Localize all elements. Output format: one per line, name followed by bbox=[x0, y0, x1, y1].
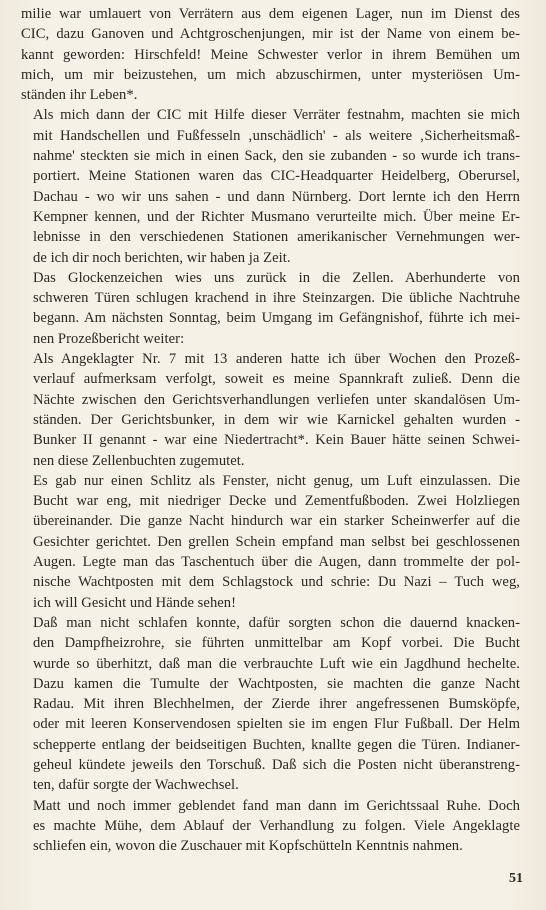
text-line: Als mich dann der CIC mit Hilfe dieser Verräter festnahm, machten sie mich bbox=[33, 107, 520, 124]
paragraph bbox=[21, 613, 520, 796]
text-line: schepperte entlang der beidseitigen Buchten, knallte gegen die Türen. Indianer- bbox=[33, 736, 520, 753]
text-line: kannt geworden: Hirschfeld! Meine Schwester verlor in ihrem Bemühen um bbox=[21, 46, 520, 63]
text-line: nen Prozeßbericht weiter: bbox=[33, 330, 185, 347]
text-line: Nächte zwischen den Gerichtsverhandlungen verliefen unter skandalösen Um- bbox=[33, 391, 520, 408]
text-line: portiert. Meine Stationen waren das CIC-Headquarter Heidelberg, Oberursel, bbox=[33, 168, 520, 185]
text-line: de ich dir noch berichten, wir haben ja Zeit. bbox=[33, 249, 291, 266]
text-line: mich, um mir beizustehen, um mich abzuschirmen, unter mysteriösen Um- bbox=[21, 66, 520, 83]
text-line: schliefen ein, wovon die Zuschauer mit Kopfschütteln Kenntnis nahmen. bbox=[33, 838, 463, 855]
text-line: Daß man nicht schlafen konnte, dafür sorgten schon die dauernd knacken- bbox=[33, 614, 520, 631]
text-line: geheul kündete jeweils den Torschuß. Daß sich die Posten nicht überanstreng- bbox=[33, 756, 520, 773]
text-line: Augen. Legte man das Taschentuch über die Augen, dann trommelte der pol- bbox=[33, 554, 520, 571]
text-line: Radau. Mit ihren Blechhelmen, der Zierde ihrer angefressenen Bumsköpfe, bbox=[33, 696, 520, 713]
paragraph bbox=[21, 4, 520, 105]
text-line: begann. Am nächsten Sonntag, beim Umgang im Gefängnishof, führte ich mei- bbox=[33, 310, 520, 327]
text-line: Matt und noch immer geblendet fand man dann im Gerichtssaal Ruhe. Doch bbox=[33, 797, 520, 814]
text-line: Gesichter gerichtet. Den grellen Schein empfand man selbst bei geschlossenen bbox=[33, 533, 520, 550]
text-line: nen diese Zellenbuchten zugemutet. bbox=[33, 452, 245, 469]
body-text bbox=[21, 4, 520, 856]
text-line: schweren Türen schlugen krachend in ihre Steinzargen. Die übliche Nachtruhe bbox=[33, 290, 520, 307]
paragraph bbox=[21, 268, 520, 349]
text-line: oder mit leeren Konservendosen spielten sie im engen Flur Fußball. Der Helm bbox=[33, 716, 520, 733]
text-line: es machte Mühe, dem Ablauf der Verhandlung zu folgen. Viele Angeklagte bbox=[33, 817, 520, 834]
text-line: milie war umlauert von Verrätern aus dem eigenen Lager, nun im Dienst des bbox=[21, 6, 520, 22]
text-line: mit Handschellen und Fußfesseln ‚unschädlich' - als weitere ‚Sicherheitsmaß- bbox=[33, 127, 520, 144]
text-line: Als Angeklagter Nr. 7 mit 13 anderen hatte ich über Wochen den Prozeß- bbox=[33, 351, 520, 368]
paragraph bbox=[21, 796, 520, 857]
paragraph bbox=[21, 105, 520, 267]
text-line: ständen ihr Leben*. bbox=[21, 87, 138, 104]
text-line: Kempner kennen, und der Richter Musmano verurteilte mich. Über meine Er- bbox=[33, 208, 520, 225]
text-line: ständen. Der Gerichtsbunker, in dem wir wie Karnickel gehalten wurden - bbox=[33, 411, 520, 428]
text-line: Dazu kamen die Tumulte der Wachtposten, sie machten die ganze Nacht bbox=[33, 675, 520, 692]
text-line: lebnisse in den verschiedenen Stationen amerikanischer Vernehmungen wer- bbox=[33, 229, 520, 246]
text-line: Bucht war eng, mit niedriger Decke und Zementfußboden. Zwei Holzliegen bbox=[33, 493, 520, 510]
text-line: Das Glockenzeichen wies uns zurück in die Zellen. Aberhunderte von bbox=[33, 269, 520, 286]
text-line: nische Wachtposten mit dem Schlagstock und schrie: Du Nazi – Tuch weg, bbox=[33, 574, 520, 591]
text-line: wurde so überhitzt, daß man die verbrauchte Luft wie ein Jagdhund hechelte. bbox=[33, 655, 520, 672]
text-line: übereinander. Die ganze Nacht hindurch war ein starker Scheinwerfer auf die bbox=[33, 513, 520, 530]
text-line: ten, dafür sorgte der Wachwechsel. bbox=[33, 777, 239, 794]
paragraph bbox=[21, 471, 520, 613]
text-line: ich will Gesicht und Hände sehen! bbox=[33, 594, 237, 611]
text-line: verlauf aufmerksam verfolgt, soweit es meine Spannkraft zuließ. Denn die bbox=[33, 371, 520, 388]
paragraph bbox=[21, 349, 520, 471]
text-line: nahme' steckten sie mich in einen Sack, den sie zubanden - so wurde ich trans- bbox=[33, 148, 520, 165]
page-number: 51 bbox=[509, 871, 523, 886]
text-line: CIC, dazu Ganoven und Achtgroschenjungen, mir ist der Name von einem be- bbox=[21, 26, 520, 43]
text-line: Bunker II genannt - war eine Niedertracht*. Kein Bauer hätte seinen Schwei- bbox=[33, 432, 520, 449]
text-line: Dachau - wo wir uns sahen - und dann Nürnberg. Dort lernte ich den Herrn bbox=[33, 188, 520, 205]
text-line: Es gab nur einen Schlitz als Fenster, nicht genug, um Luft einzulassen. Die bbox=[33, 472, 520, 489]
text-line: den Dampfheizrohre, sie führten unmittelbar am Kopf vorbei. Die Bucht bbox=[33, 635, 520, 652]
